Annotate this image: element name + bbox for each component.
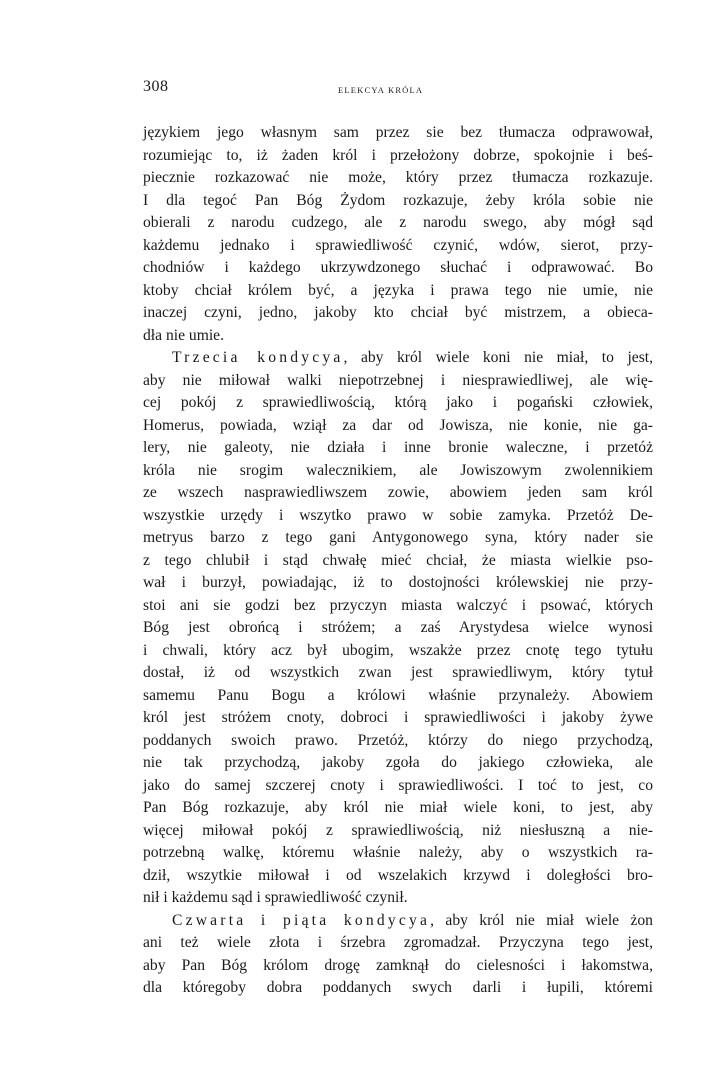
line-text: ktoby chciał królem być, a języka i prawa tego nie umie, nie <box>143 281 653 299</box>
line-text: obierali z narodu cudzego, ale z narodu swego, aby mógł sąd <box>143 214 653 231</box>
line-text: metryus barzo z tego gani Antygonowego syna, który nader sie <box>143 529 653 546</box>
text-line <box>143 235 653 258</box>
text-line <box>143 302 653 325</box>
line-text: wszystkie urzędy i wszytko prawo w sobie zamyka. Przetóż De- <box>143 506 653 524</box>
text-line <box>143 347 653 370</box>
line-text: jako do samej szczerej cnoty i sprawiedliwości. I toć to jest, co <box>143 776 653 794</box>
text-line <box>143 392 653 415</box>
line-text: chodniów i każdego ukrzywdzonego słuchać i odprawować. Bo <box>143 259 653 276</box>
line-text: nił i każdemu sąd i sprawiedliwość czynił. <box>143 889 408 906</box>
line-text: więcej miłował pokój z sprawiedliwością, niż niesłuszną a nie- <box>143 821 653 839</box>
text-line <box>143 280 653 303</box>
text-line <box>143 752 653 775</box>
line-text: lery, nie galeoty, nie działa i inne bronie waleczne, i przetóż <box>143 439 653 456</box>
line-text: językiem jego własnym sam przez sie bez tłumacza odprawował, <box>143 124 653 141</box>
text-line <box>143 842 653 865</box>
line-text: wał i burzył, powiadając, iż to dostojności królewskiej nie przy- <box>143 574 653 591</box>
line-text: inaczej czyni, jedno, jakoby kto chciał być mistrzem, a obieca- <box>143 304 653 321</box>
line-text: aby nie miłował walki niepotrzebnej i niesprawiedliwej, ale wię- <box>143 371 653 389</box>
line-text: , aby król nie miał wiele żon <box>430 911 653 929</box>
text-line <box>143 707 653 730</box>
line-text: Bóg jest obrońcą i stróżem; a zaś Arystydesa wielce wynosi <box>143 619 653 636</box>
text-line <box>143 595 653 618</box>
text-line <box>143 212 653 235</box>
text-line <box>143 617 653 640</box>
line-text: króla nie srogim walecznikiem, ale Jowiszowym zwolennikiem <box>143 461 653 479</box>
text-line <box>143 167 653 190</box>
text-line <box>143 955 653 978</box>
text-line <box>143 325 653 348</box>
text-line <box>143 550 653 573</box>
line-text: I dla tegoć Pan Bóg Żydom rozkazuje, żeby króla sobie nie <box>143 191 653 209</box>
line-text: Pan Bóg rozkazuje, aby król nie miał wiele koni, to jest, aby <box>143 799 653 816</box>
line-text: dla któregoby dobra poddanych swych darli i łupili, któremi <box>143 979 653 996</box>
text-line <box>143 775 653 798</box>
text-line <box>143 685 653 708</box>
line-text: z tego chlubił i stąd chwałę mieć chciał, że miasta wielkie pso- <box>143 551 653 569</box>
line-text: cej pokój z sprawiedliwością, którą jako i pogański człowiek, <box>143 394 653 411</box>
text-line <box>143 887 653 910</box>
line-text: potrzebną walkę, któremu właśnie należy, aby o wszystkich ra- <box>143 844 653 861</box>
text-line <box>143 145 653 168</box>
text-line <box>143 820 653 843</box>
text-line <box>143 460 653 483</box>
body-text <box>143 122 653 1000</box>
text-line <box>143 505 653 528</box>
line-text: poddanych swoich prawo. Przetóż, którzy do niego przychodzą, <box>143 731 653 749</box>
line-text: dostał, iż od wszystkich zwan jest sprawiedliwym, który tytuł <box>143 664 653 681</box>
line-text: Homerus, powiada, wziął za dar od Jowisza, nie konie, nie ga- <box>143 416 653 434</box>
running-head: ELEKCYA KRÓLA <box>338 85 424 95</box>
text-line <box>143 190 653 213</box>
text-line <box>143 910 653 933</box>
text-line <box>143 865 653 888</box>
line-text: , aby król wiele koni nie miał, to jest, <box>343 349 653 366</box>
text-line <box>143 932 653 955</box>
spaced-heading: Czwarta i piąta kondycya <box>172 911 431 929</box>
text-line <box>143 482 653 505</box>
text-line <box>143 662 653 685</box>
text-line <box>143 370 653 393</box>
text-line <box>143 640 653 663</box>
text-line <box>143 415 653 438</box>
line-text: dła nie umie. <box>143 326 224 344</box>
line-text: dził, wszytkie miłował i od wszelakich krzywd i doległości bro- <box>143 866 653 884</box>
text-line <box>143 572 653 595</box>
page-number: 308 <box>143 78 169 95</box>
text-line <box>143 730 653 753</box>
text-line <box>143 257 653 280</box>
text-line <box>143 527 653 550</box>
line-text: ani też wiele złota i śrzebra zgromadzał. Przyczyna tego jest, <box>143 934 653 951</box>
text-line <box>143 122 653 145</box>
text-line <box>143 797 653 820</box>
line-text: i chwali, który acz był ubogim, wszakże przez cnotę tego tytułu <box>143 641 653 659</box>
text-line <box>143 977 653 1000</box>
line-text: piecznie rozkazować nie może, który przez tłumacza rozkazuje. <box>143 169 653 186</box>
line-text: każdemu jednako i sprawiedliwość czynić, wdów, sierot, przy- <box>143 236 653 254</box>
line-text: aby Pan Bóg królom drogę zamknął do cielesności i łakomstwa, <box>143 956 653 974</box>
line-text: rozumiejąc to, iż żaden król i przełożony dobrze, spokojnie i beś- <box>143 146 653 164</box>
line-text: ze wszech nasprawiedliwszem zowie, abowiem jeden sam król <box>143 484 653 501</box>
line-text: samemu Panu Bogu a królowi właśnie przynależy. Abowiem <box>143 686 653 704</box>
line-text: stoi ani sie godzi bez przyczyn miasta walczyć i psować, których <box>143 596 653 614</box>
spaced-heading: Trzecia kondycya <box>172 349 344 366</box>
text-line <box>143 437 653 460</box>
line-text: nie tak przychodzą, jakoby zgoła do jakiego człowieka, ale <box>143 754 653 771</box>
line-text: król jest stróżem cnoty, dobroci i sprawiedliwości i jakoby żywe <box>143 709 653 726</box>
